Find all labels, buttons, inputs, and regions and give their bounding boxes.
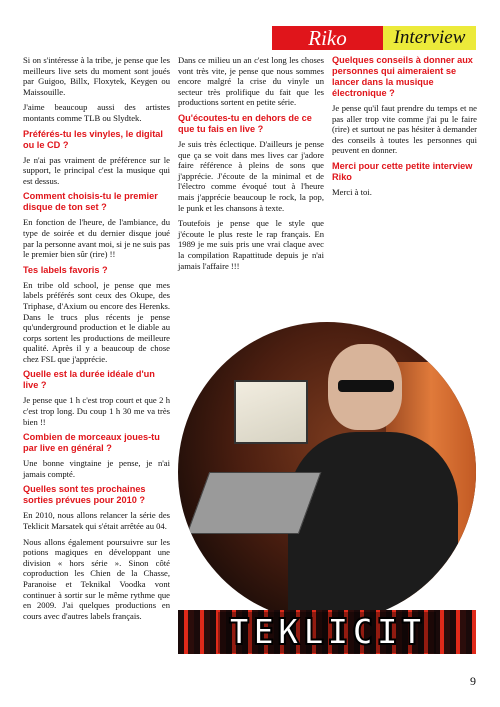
answer-paragraph: Je pense que 1 h c'est trop court et que 2 h c'est trop long. Du coup 1 h 30 me va très bien !! bbox=[23, 395, 170, 427]
header-section-label: Interview bbox=[383, 26, 476, 50]
page-number: 9 bbox=[470, 674, 476, 688]
mixer-console bbox=[187, 472, 322, 534]
sunglasses bbox=[338, 380, 394, 392]
answer-paragraph: En fonction de l'heure, de l'ambiance, du type de soirée et du dernier disque joué par la personne avant moi, si je ne suis pas le premier bien sûr (rire) !! bbox=[23, 217, 170, 260]
question-heading: Quelles sont tes prochaines sorties prévues pour 2010 ? bbox=[23, 484, 146, 506]
question-heading: Qu'écoutes-tu en dehors de ce que tu fais en live ? bbox=[178, 112, 312, 134]
answer-paragraph: Merci à toi. bbox=[332, 186, 372, 197]
paragraph: Dans ce milieu un an c'est long les choses vont très vite, je pense que nous sommes encore malgré la crise du vinyle un secteur très prolifique du fait que les productions sortent en petite série. bbox=[178, 55, 324, 108]
column-3 bbox=[332, 55, 477, 203]
question-heading: Combien de morceaux joues-tu par live en général ? bbox=[23, 432, 160, 454]
question-heading: Tes labels favoris ? bbox=[23, 264, 108, 275]
answer-paragraph: En tribe old school, je pense que mes labels préférés sont ceux des Okupe, des Triphase, d'Axium ou encore des Herenks. Dans le trucs plus récents je pense qu'underground production et le diable au corps sortent les productions de meilleure qualité. Après il y a beaucoup de chose chez FSL que j'apprécie. bbox=[23, 279, 170, 364]
artist-photo bbox=[178, 322, 476, 652]
answer-paragraph: En 2010, nous allons relancer la série des Teklicit Marsatek qui s'était arrêtée au 04. bbox=[23, 510, 170, 532]
question-heading: Comment choisis-tu le premier disque de ton set ? bbox=[23, 191, 158, 213]
answer-paragraph: Nous allons également poursuivre sur les potions magiques en développant une division « hors série ». Sinon côté coproduction les Chien de la Chasse, Paranoise et Teknikal Voodka vont continuer à sortir sur le même rythme que en 2009. J'ai quelques productions en cours avec d'autres labels français. bbox=[23, 536, 170, 621]
answer-paragraph: Je pense qu'il faut prendre du temps et ne pas aller trop vite comme j'ai pu le faire (rire) et surtout ne pas hésiter à demander des conseils à toutes les personnes qui peuvent en donner. bbox=[332, 103, 477, 156]
answer-paragraph: Je n'ai pas vraiment de préférence sur le support, le principal c'est la musique qui est dessus. bbox=[23, 154, 170, 186]
answer-paragraph: Je suis très éclectique. D'ailleurs je pense que ça se voit dans mes lives car j'adore faire référence à pleins de sons que j'apprécie. J'écoute de la minimal et de l'électro comme évoqué tout à l'heure mais j'apprécie beaucoup le rock, la pop, le punk et les chansons à texte. bbox=[178, 138, 324, 213]
header-artist-name: Riko bbox=[272, 26, 383, 50]
question-heading: Merci pour cette petite interview Riko bbox=[332, 160, 473, 182]
paragraph: J'aime beaucoup aussi des artistes montants comme TLB ou Slydtek. bbox=[23, 102, 170, 123]
artist-body bbox=[288, 432, 458, 612]
answer-paragraph: Toutefois je pense que le style que j'écoute le plus reste le rap français. En 1989 je me suis pris une vrai claque avec la compilation Rapattitude depuis je n'ai jamais l'affaire !!! bbox=[178, 218, 324, 271]
paragraph: Si on s'intéresse à la tribe, je pense que les meilleurs live sets du moment sont joués par Guigoo, Billx, Floxytek, Keygen ou Maissouille. bbox=[23, 55, 170, 97]
column-1 bbox=[23, 55, 170, 626]
laptop-screen bbox=[234, 380, 308, 444]
answer-paragraph: Une bonne vingtaine je pense, je n'ai jamais compté. bbox=[23, 458, 170, 479]
label-logo: TEKLICIT bbox=[218, 612, 435, 653]
question-heading: Préférés-tu les vinyles, le digital ou le CD ? bbox=[23, 128, 163, 150]
question-heading: Quelques conseils à donner aux personnes qui aimeraient se lancer dans la musique électronique ? bbox=[332, 55, 473, 98]
photo-circle bbox=[178, 322, 476, 622]
question-heading: Quelle est la durée idéale d'un live ? bbox=[23, 369, 155, 391]
label-logo-banner bbox=[178, 610, 476, 654]
column-2 bbox=[178, 55, 324, 276]
